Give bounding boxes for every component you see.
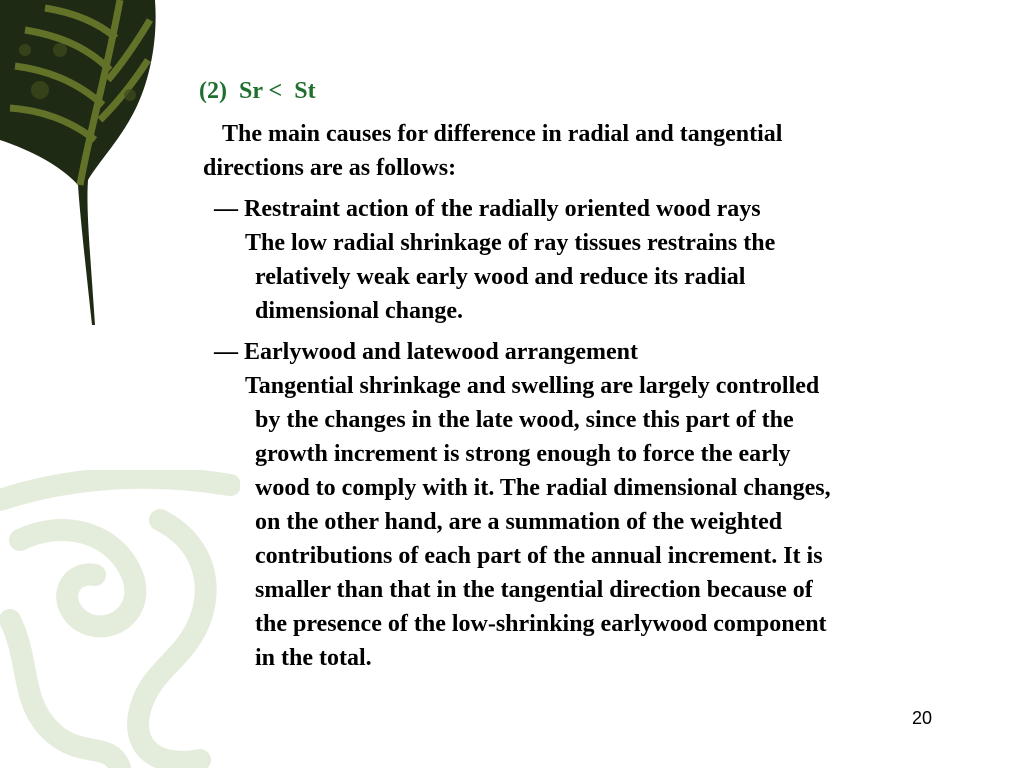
point-line: relatively weak early wood and reduce its radial bbox=[255, 264, 746, 290]
point-line: on the other hand, are a summation of the weighted bbox=[255, 509, 783, 535]
point-line: wood to comply with it. The radial dimensional changes, bbox=[255, 475, 831, 501]
point-line: growth increment is strong enough to force the early bbox=[255, 441, 791, 467]
point-line: The low radial shrinkage of ray tissues restrains the bbox=[245, 230, 776, 256]
page-number: 20 bbox=[912, 708, 933, 728]
point-line: smaller than that in the tangential direction because of bbox=[255, 577, 813, 603]
point-line: Tangential shrinkage and swelling are largely controlled bbox=[245, 373, 820, 399]
intro-line: directions are as follows: bbox=[203, 155, 457, 181]
point-line: the presence of the low-shrinking earlywood component bbox=[255, 611, 827, 637]
point-line: by the changes in the late wood, since this part of the bbox=[255, 407, 794, 433]
point-title: — Earlywood and latewood arrangement bbox=[214, 339, 638, 365]
point-line: contributions of each part of the annual increment. It is bbox=[255, 543, 823, 569]
intro-line: The main causes for difference in radial and tangential bbox=[222, 121, 783, 147]
point-title: — Restraint action of the radially oriented wood rays bbox=[214, 196, 761, 222]
point-line: dimensional change. bbox=[255, 298, 464, 324]
slide-heading: (2) Sr < St bbox=[199, 78, 316, 104]
point-line: in the total. bbox=[255, 645, 372, 671]
